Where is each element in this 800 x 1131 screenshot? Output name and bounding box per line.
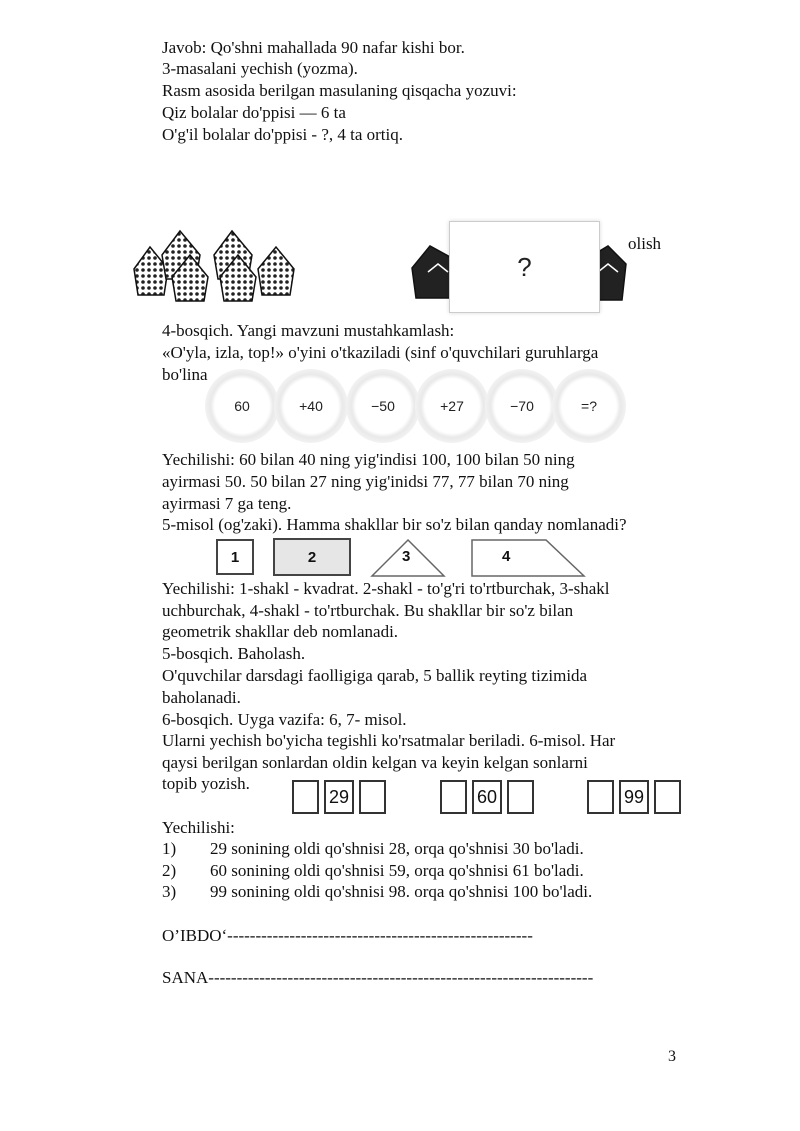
shape-trapezoid xyxy=(470,538,586,578)
list-item-text: 29 sonining oldi qo'shnisi 28, orqa qo'shnisi 30 bo'ladi. xyxy=(210,839,584,858)
question-card: ? xyxy=(449,221,600,313)
date-line: SANA-------------------------------------------------------------------- xyxy=(162,968,594,987)
list-item xyxy=(162,838,584,859)
chain-circle: −70 xyxy=(485,369,559,443)
homework-line-3: topib yozish. xyxy=(162,774,250,793)
task-3-heading: 3-masalani yechish (yozma). xyxy=(162,59,358,78)
shape-rectangle xyxy=(273,538,351,576)
empty-box xyxy=(654,780,681,814)
shapes-solution-3: geometrik shakllar deb nomlanadi. xyxy=(162,622,399,641)
list-item xyxy=(162,881,593,902)
shapes-solution-2: uchburchak, 4-shakl - to'rtburchak. Bu shakllar bir so'z bilan xyxy=(162,601,574,620)
solution-line-2: ayirmasi 50. 50 bilan 27 ning yig'inidsi 77, 77 bilan 70 ning xyxy=(162,472,569,491)
empty-box xyxy=(587,780,614,814)
shape-label: 2 xyxy=(307,548,317,566)
solution-heading: Yechilishi: xyxy=(162,818,235,837)
chain-circle: +40 xyxy=(274,369,348,443)
list-item-number: 2) xyxy=(162,861,177,880)
solution-line-3: ayirmasi 7 ga teng. xyxy=(162,494,292,513)
empty-box xyxy=(292,780,319,814)
assessment-line-2: baholanadi. xyxy=(162,688,241,707)
girls-doppi-image xyxy=(128,225,308,305)
shape-label: 1 xyxy=(230,548,240,566)
shapes-solution-1: Yechilishi: 1-shakl - kvadrat. 2-shakl - to'g'ri to'rtburchak, 3-shakl xyxy=(162,579,610,598)
cut-off-text: olish xyxy=(628,234,662,253)
stage-4-heading: 4-bosqich. Yangi mavzuni mustahkamlash: xyxy=(162,321,455,340)
boys-doppi-line: O'g'il bolalar do'ppisi - ?, 4 ta ortiq. xyxy=(162,125,404,144)
chain-circle: −50 xyxy=(346,369,420,443)
number-box: 99 xyxy=(619,780,649,814)
example-5-heading: 5-misol (og'zaki). Hamma shakllar bir so'z bilan qanday nomlanadi? xyxy=(162,515,627,534)
list-item xyxy=(162,860,584,881)
game-description-cont: bo'lina xyxy=(162,365,208,384)
list-item-number: 1) xyxy=(162,839,177,858)
shape-label: 3 xyxy=(402,548,411,565)
teacher-signature-line: O’IBDO‘------------------------------------------------------ xyxy=(162,926,533,945)
chain-circle: =? xyxy=(552,369,626,443)
chain-circle: 60 xyxy=(205,369,279,443)
chain-circle: +27 xyxy=(415,369,489,443)
empty-box xyxy=(359,780,386,814)
solution-line-1: Yechilishi: 60 bilan 40 ning yig'indisi 100, 100 bilan 50 ning xyxy=(162,450,575,469)
empty-box xyxy=(507,780,534,814)
page-number: 3 xyxy=(668,1048,676,1065)
list-item-text: 60 sonining oldi qo'shnisi 59, orqa qo'shnisi 61 bo'ladi. xyxy=(210,861,584,880)
number-box: 29 xyxy=(324,780,354,814)
list-item-text: 99 sonining oldi qo'shnisi 98. orqa qo'shnisi 100 bo'ladi. xyxy=(210,882,593,901)
girls-doppi-line: Qiz bolalar do'ppisi — 6 ta xyxy=(162,103,346,122)
shape-square xyxy=(216,539,254,575)
homework-line-1: Ularni yechish bo'yicha tegishli ko'rsatmalar beriladi. 6-misol. Har xyxy=(162,731,616,750)
stage-6-heading: 6-bosqich. Uyga vazifa: 6, 7- misol. xyxy=(162,710,407,729)
stage-5-heading: 5-bosqich. Baholash. xyxy=(162,644,306,663)
short-note-intro: Rasm asosida berilgan masulaning qisqacha yozuvi: xyxy=(162,81,517,100)
empty-box xyxy=(440,780,467,814)
assessment-line-1: O'quvchilar darsdagi faolligiga qarab, 5 ballik reyting tizimida xyxy=(162,666,588,685)
answer-line: Javob: Qo'shni mahallada 90 nafar kishi bor. xyxy=(162,38,465,57)
shape-label: 4 xyxy=(502,548,511,565)
number-box: 60 xyxy=(472,780,502,814)
game-description: «O'yla, izla, top!» o'yini o'tkaziladi (sinf o'quvchilari guruhlarga xyxy=(162,343,599,362)
homework-line-2: qaysi berilgan sonlardan oldin kelgan va keyin kelgan sonlarni xyxy=(162,753,588,772)
list-item-number: 3) xyxy=(162,882,177,901)
